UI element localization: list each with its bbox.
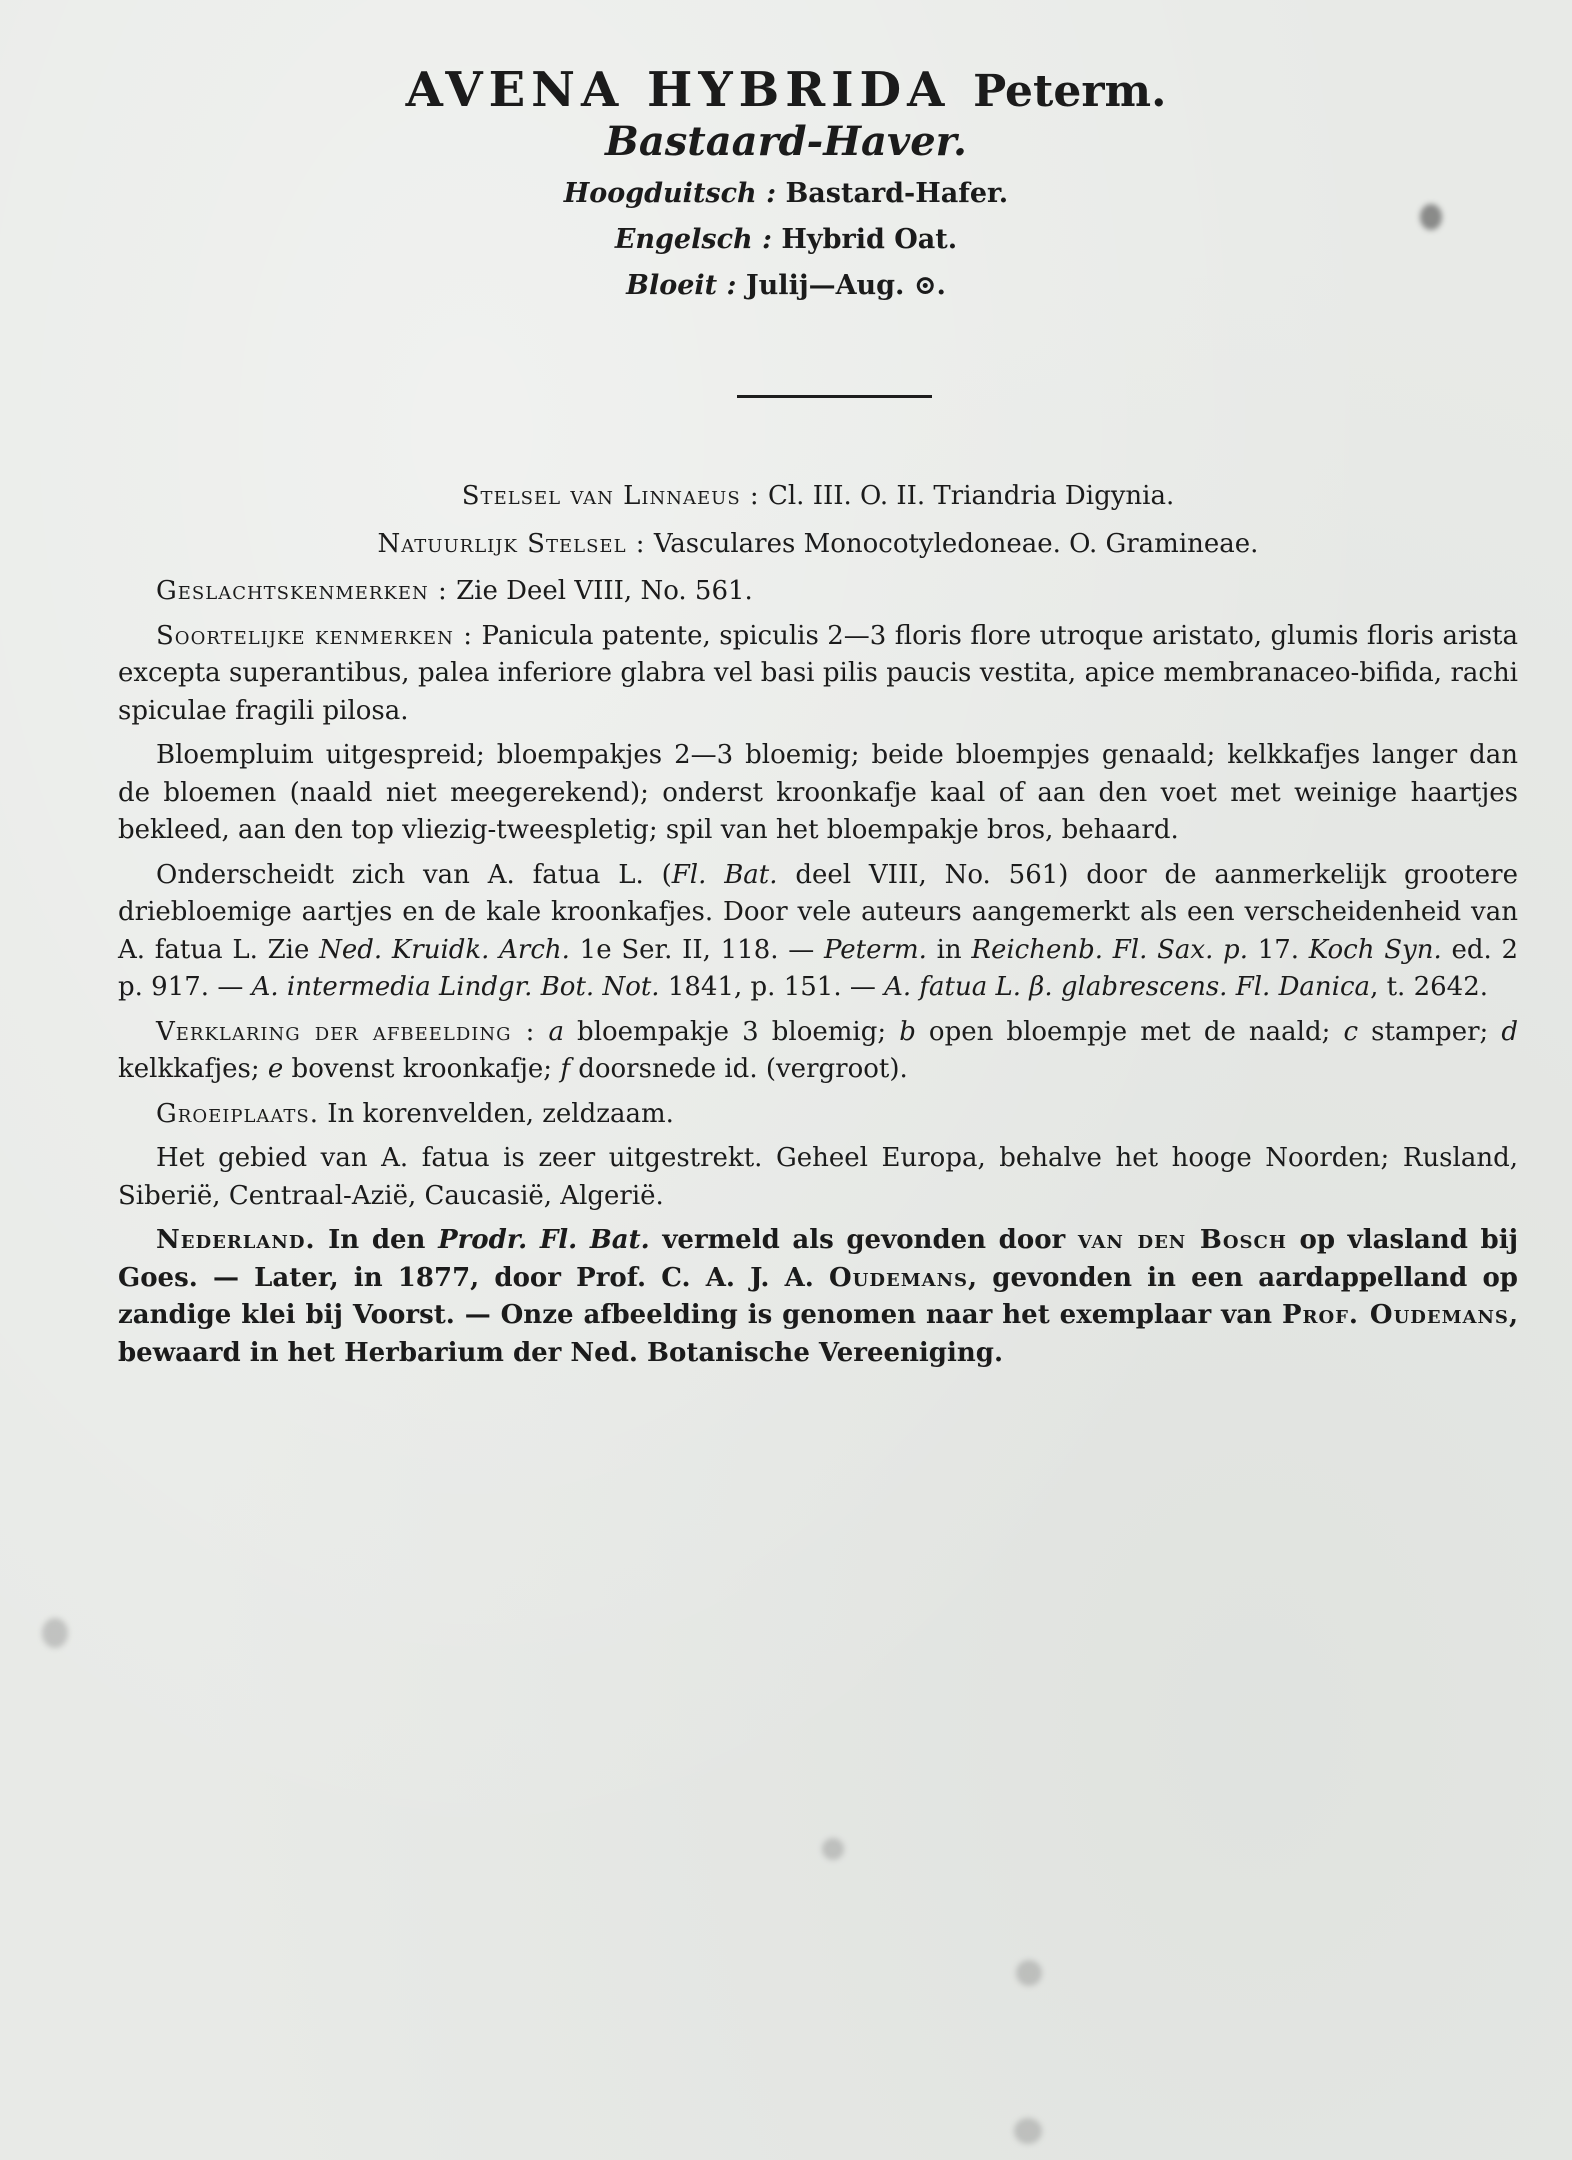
figure-key-text: stamper;: [1358, 1016, 1502, 1047]
linnaeus-line: [118, 478, 1518, 516]
stain-spot: [1014, 2118, 1042, 2144]
habitat-paragraph: [118, 1096, 1518, 1134]
diff-text: Onderscheidt zich van A. fatua L. (: [156, 859, 672, 890]
genus-characters-paragraph: [118, 573, 1518, 611]
stain-spot: [822, 1838, 844, 1860]
species-characters-paragraph: [118, 618, 1518, 731]
species-characters-value: Panicula patente, spiculis 2—3 floris flore utroque aristato, glumis floris arista excepta superantibus, palea inferiore glabra vel basi pilis paucis vestita, apice membranaceo-bifida, rachi spiculae fragili pilosa.: [118, 620, 1518, 726]
diff-text: 1e Ser. II, 118. —: [569, 934, 824, 965]
diff-text: 17.: [1247, 934, 1309, 965]
stain-spot: [42, 1618, 68, 1648]
species-characters-label: Soortelijke kenmerken :: [156, 620, 474, 651]
figure-explanation-paragraph: [118, 1014, 1518, 1089]
german-value: Bastard-Hafer.: [785, 178, 1009, 209]
diff-text: deel VIII, No. 561) door de aanmerkelijk grootere driebloemige aartjes en de kale kroonkafjes. Door vele auteurs aangemerkt als een verscheidenheid van A. fatua L. Zie: [118, 859, 1518, 965]
figure-key-text: kelkkafjes;: [118, 1054, 268, 1084]
common-name: Bastaard-Haver.: [605, 118, 967, 165]
bloom-line: [0, 270, 1572, 301]
netherlands-paragraph: [118, 1222, 1518, 1372]
description-body: [118, 478, 1518, 1379]
citation-ned-kruidk: Ned. Kruidk. Arch.: [319, 934, 570, 965]
diff-text: , t. 2642.: [1370, 972, 1489, 1002]
german-label: Hoogduitsch :: [563, 178, 777, 209]
citation-fl-danica: A. fatua L. β. glabrescens. Fl. Danica: [884, 972, 1371, 1002]
linnaeus-value: Cl. III. O. II. Triandria Digynia.: [767, 481, 1175, 511]
bloom-value: Julij—Aug. ⊙.: [745, 270, 946, 301]
species-dutch-paragraph: Bloempluim uitgespreid; bloempakjes 2—3 bloemig; beide bloempjes genaald; kelkkafjes langer dan de bloemen (naald niet meegerekend); onderst kroonkafje kaal of aan den voet met weinige haartjes bekleed, aan den top vliezig-tweespletig; spil van het bloempakje bros, behaard.: [118, 740, 1518, 845]
bloom-label: Bloeit :: [626, 270, 737, 301]
diff-text: ed. 2 p. 917. —: [118, 934, 1519, 1002]
page-title: [0, 62, 1572, 118]
nl-text: vermeld als gevonden door: [649, 1225, 1078, 1255]
english-name-line: [0, 224, 1572, 255]
distribution-paragraph: Het gebied van A. fatua is zeer uitgestrekt. Geheel Europa, behalve het hooge Noorden; Rusland, Siberië, Centraal-Azië, Caucasië, Algerië.: [118, 1143, 1518, 1211]
figure-key-f: f: [560, 1054, 570, 1084]
figure-key-text: doorsnede id. (vergroot).: [569, 1054, 908, 1084]
person-oudemans: Oudemans: [829, 1262, 969, 1293]
citation-prodr: Prodr. Fl. Bat.: [438, 1225, 650, 1255]
genus-characters-value: Zie Deel VIII, No. 561.: [456, 576, 753, 606]
linnaeus-label: Stelsel van Linnaeus :: [461, 481, 760, 511]
german-name-line: [0, 178, 1572, 209]
genus-characters-label: Geslachtskenmerken :: [156, 576, 448, 606]
figure-key-a: a: [548, 1016, 564, 1047]
divider-rule: [737, 395, 932, 398]
habitat-value: In korenvelden, zeldzaam.: [319, 1098, 674, 1129]
citation-fl-bat: Fl. Bat.: [671, 859, 778, 890]
figure-key-b: b: [899, 1016, 916, 1047]
stain-spot: [1016, 1960, 1042, 1986]
author-name: Peterm.: [973, 66, 1167, 117]
figure-key-d: d: [1501, 1016, 1518, 1047]
species-name: AVENA HYBRIDA: [405, 62, 951, 118]
nl-text: , gevonden in een aardappelland op zandige klei bij Voorst. — Onze afbeelding is genomen naar het exemplaar van: [118, 1262, 1518, 1330]
figure-key-text: bovenst kroonkafje;: [283, 1054, 561, 1084]
diff-text: 1841, p. 151. —: [659, 972, 885, 1002]
figure-key-c: c: [1343, 1016, 1359, 1047]
english-label: Engelsch :: [614, 224, 773, 255]
figure-key-text: bloempakje 3 bloemig;: [563, 1016, 900, 1047]
english-value: Hybrid Oat.: [781, 224, 958, 255]
figure-key-text: open bloempje met de naald;: [915, 1016, 1344, 1047]
netherlands-label: Nederland.: [156, 1225, 316, 1255]
person-prof-oudemans: Prof. Oudemans: [1281, 1300, 1509, 1330]
citation-intermedia: A. intermedia Lindgr. Bot. Not.: [251, 972, 660, 1002]
citation-peterm: Peterm.: [823, 934, 927, 965]
citation-koch: Koch Syn.: [1308, 934, 1442, 965]
nl-text: In den: [315, 1225, 439, 1255]
nl-text: , bewaard in het Herbarium der Ned. Botanische Vereeniging.: [118, 1300, 1518, 1368]
nl-text: op vlasland bij Goes. — Later, in 1877, door Prof. C. A. J. A.: [118, 1225, 1518, 1293]
natural-system-line: [118, 526, 1518, 564]
differences-paragraph: [118, 857, 1518, 1007]
habitat-label: Groeiplaats.: [156, 1098, 320, 1129]
diff-text: in: [926, 934, 972, 965]
figure-explanation-label: Verklaring der afbeelding :: [156, 1016, 536, 1047]
natural-system-value: Vasculares Monocotyledoneae. O. Gramineae.: [653, 528, 1259, 559]
person-van-den-bosch: van den Bosch: [1077, 1225, 1287, 1255]
citation-reichenb: Reichenb. Fl. Sax. p.: [971, 934, 1248, 965]
natural-system-label: Natuurlijk Stelsel :: [377, 528, 646, 559]
figure-key-e: e: [267, 1054, 284, 1084]
